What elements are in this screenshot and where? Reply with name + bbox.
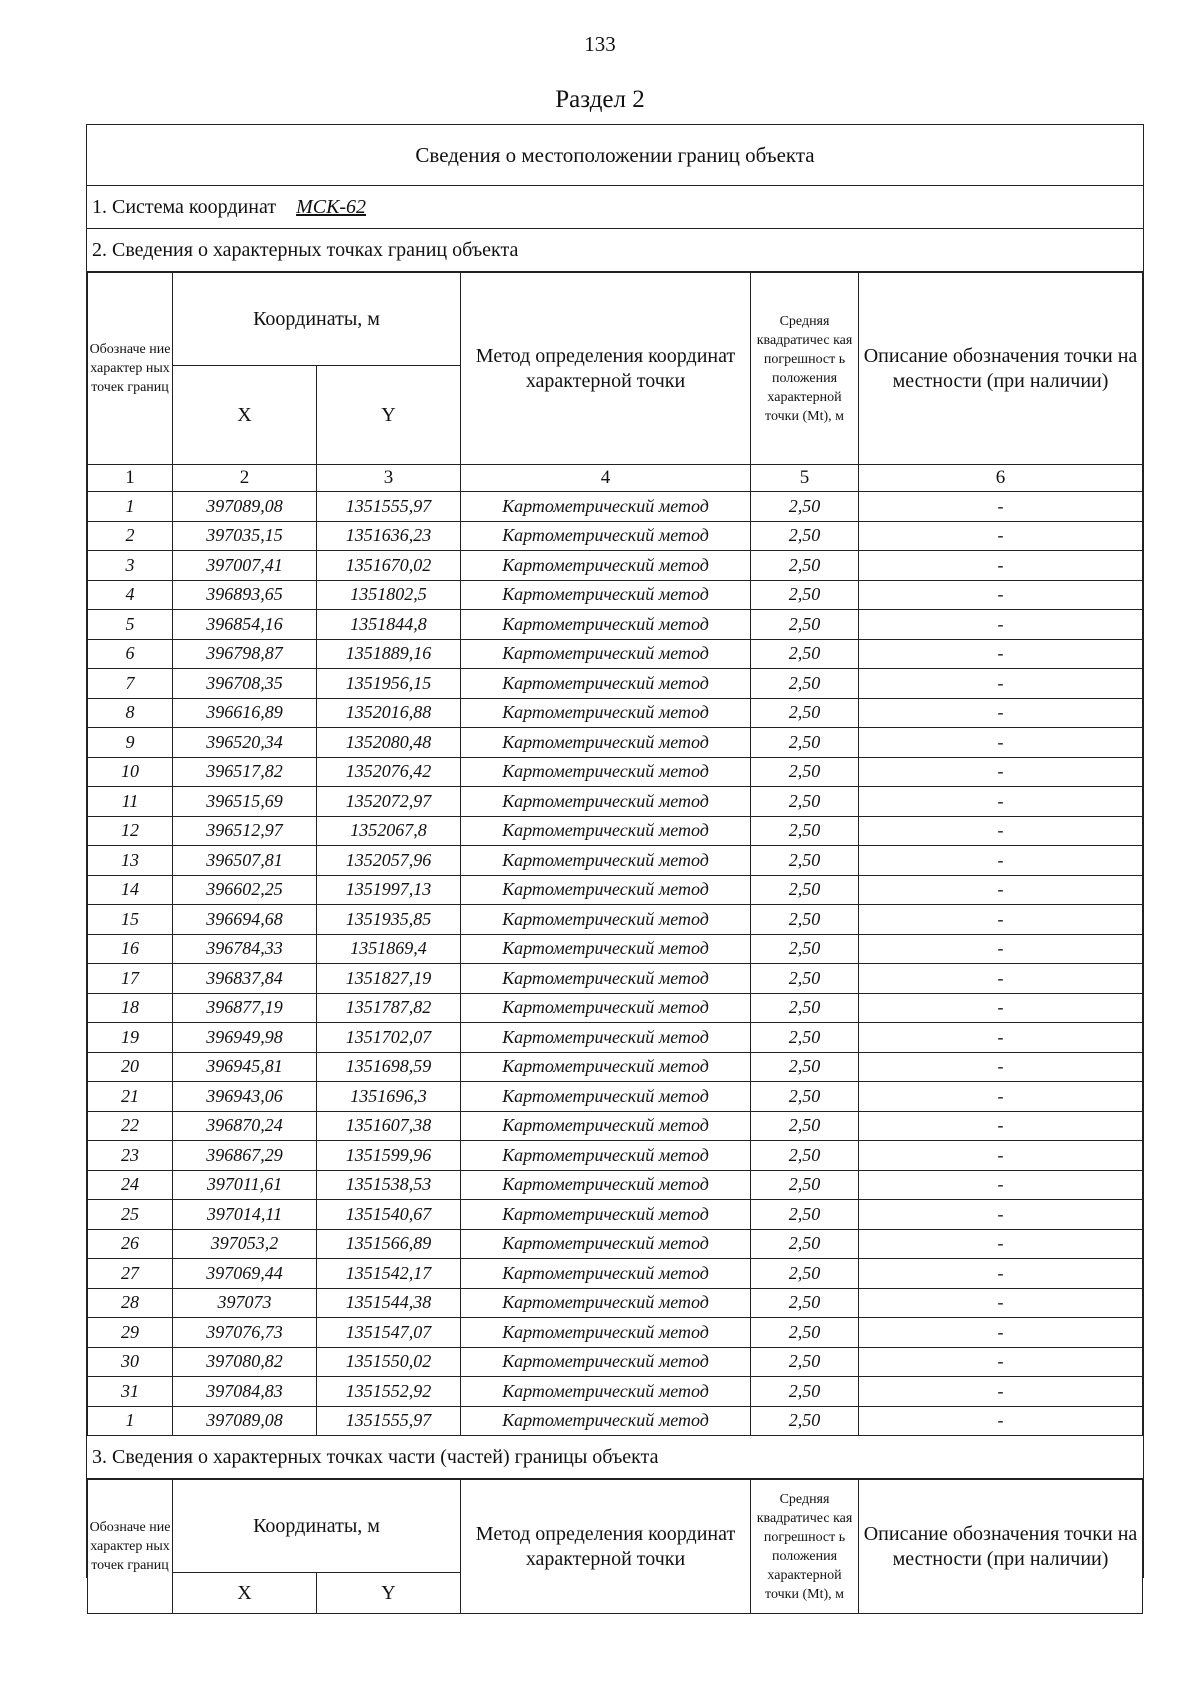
coordinate-y-cell: 1351869,4 [317,934,461,964]
coordinate-y-cell: 1351844,8 [317,610,461,640]
table-row [88,1111,1143,1141]
column-number: 2 [173,465,317,492]
table-row [88,1082,1143,1112]
accuracy-value-cell: 2,50 [751,816,859,846]
table-body [88,492,1143,1436]
coordinate-x-cell: 397076,73 [173,1318,317,1348]
point-number-cell: 30 [88,1347,173,1377]
method-cell: Картометрический метод [461,1111,751,1141]
point-number-cell: 2 [88,521,173,551]
method-cell: Картометрический метод [461,521,751,551]
method-cell: Картометрический метод [461,787,751,817]
coordinate-y-cell: 1351566,89 [317,1229,461,1259]
section-title: Раздел 2 [555,86,645,113]
table-row [88,816,1143,846]
accuracy-value-cell: 2,50 [751,1023,859,1053]
header-coordinates: Координаты, м [173,1480,461,1573]
method-cell: Картометрический метод [461,551,751,581]
method-cell: Картометрический метод [461,492,751,522]
method-cell: Картометрический метод [461,1377,751,1407]
table-row [88,1377,1143,1407]
description-cell: - [859,1288,1143,1318]
method-cell: Картометрический метод [461,1170,751,1200]
coordinate-x-cell: 397089,08 [173,1406,317,1436]
coordinate-y-cell: 1351599,96 [317,1141,461,1171]
description-cell: - [859,875,1143,905]
coordinate-y-cell: 1352080,48 [317,728,461,758]
description-cell: - [859,1377,1143,1407]
coordinate-x-cell: 396520,34 [173,728,317,758]
coordinate-y-cell: 1351555,97 [317,1406,461,1436]
table-row [88,1052,1143,1082]
method-cell: Картометрический метод [461,698,751,728]
accuracy-value-cell: 2,50 [751,1406,859,1436]
accuracy-value-cell: 2,50 [751,1288,859,1318]
point-number-cell: 23 [88,1141,173,1171]
description-cell: - [859,1200,1143,1230]
point-number-cell: 9 [88,728,173,758]
coordinate-x-cell: 396945,81 [173,1052,317,1082]
coordinate-x-cell: 397007,41 [173,551,317,581]
description-cell: - [859,1082,1143,1112]
method-cell: Картометрический метод [461,639,751,669]
table-row [88,1318,1143,1348]
accuracy-value-cell: 2,50 [751,846,859,876]
coordinate-x-cell: 396507,81 [173,846,317,876]
point-number-cell: 28 [88,1288,173,1318]
point-number-cell: 8 [88,698,173,728]
description-cell: - [859,1170,1143,1200]
method-cell: Картометрический метод [461,1082,751,1112]
coordinate-x-cell: 396694,68 [173,905,317,935]
table-row [88,787,1143,817]
table-row [88,934,1143,964]
coordinate-y-cell: 1351698,59 [317,1052,461,1082]
method-cell: Картометрический метод [461,875,751,905]
coordinate-y-cell: 1351636,23 [317,521,461,551]
description-cell: - [859,934,1143,964]
method-cell: Картометрический метод [461,669,751,699]
table-row [88,905,1143,935]
table-row [88,728,1143,758]
coordinate-y-cell: 1351547,07 [317,1318,461,1348]
description-cell: - [859,1111,1143,1141]
accuracy-value-cell: 2,50 [751,1200,859,1230]
table-row [88,580,1143,610]
table-row [88,1259,1143,1289]
coordinate-y-cell: 1351670,02 [317,551,461,581]
coordinate-x-cell: 397035,15 [173,521,317,551]
accuracy-value-cell: 2,50 [751,492,859,522]
accuracy-value-cell: 2,50 [751,1377,859,1407]
accuracy-value-cell: 2,50 [751,934,859,964]
description-cell: - [859,757,1143,787]
accuracy-value-cell: 2,50 [751,728,859,758]
coordinate-x-cell: 396784,33 [173,934,317,964]
method-cell: Картометрический метод [461,964,751,994]
coordinate-x-cell: 396512,97 [173,816,317,846]
method-cell: Картометрический метод [461,993,751,1023]
point-number-cell: 12 [88,816,173,846]
coordinate-x-cell: 396515,69 [173,787,317,817]
coordinate-y-cell: 1351540,67 [317,1200,461,1230]
table-row [88,492,1143,522]
coordinate-x-cell: 396867,29 [173,1141,317,1171]
point-number-cell: 31 [88,1377,173,1407]
method-cell: Картометрический метод [461,757,751,787]
column-number: 4 [461,465,751,492]
description-cell: - [859,580,1143,610]
page-number: 133 [584,32,616,56]
point-number-cell: 25 [88,1200,173,1230]
point-number-cell: 24 [88,1170,173,1200]
accuracy-value-cell: 2,50 [751,698,859,728]
coordinate-system-row [87,186,1143,229]
coordinate-y-cell: 1351787,82 [317,993,461,1023]
coordinate-x-cell: 396854,16 [173,610,317,640]
description-cell: - [859,610,1143,640]
coordinate-x-cell: 397080,82 [173,1347,317,1377]
point-number-cell: 1 [88,1406,173,1436]
accuracy-value-cell: 2,50 [751,905,859,935]
accuracy-value-cell: 2,50 [751,1082,859,1112]
accuracy-value-cell: 2,50 [751,875,859,905]
method-cell: Картометрический метод [461,1406,751,1436]
point-number-cell: 14 [88,875,173,905]
table-row [88,1141,1143,1171]
point-number-cell: 3 [88,551,173,581]
description-cell: - [859,698,1143,728]
point-number-cell: 1 [88,492,173,522]
method-cell: Картометрический метод [461,816,751,846]
point-number-cell: 18 [88,993,173,1023]
table-row [88,1170,1143,1200]
method-cell: Картометрический метод [461,1288,751,1318]
table-row [88,757,1143,787]
coordinate-y-cell: 1351550,02 [317,1347,461,1377]
header-x: X [173,366,317,465]
accuracy-value-cell: 2,50 [751,1259,859,1289]
description-cell: - [859,816,1143,846]
description-cell: - [859,905,1143,935]
part-points-table [87,1479,1143,1614]
point-number-cell: 4 [88,580,173,610]
coordinate-x-cell: 396798,87 [173,639,317,669]
description-cell: - [859,1141,1143,1171]
header-y: Y [317,1573,461,1614]
header-y: Y [317,366,461,465]
coordinate-x-cell: 396877,19 [173,993,317,1023]
accuracy-value-cell: 2,50 [751,993,859,1023]
coordinate-x-cell: 396949,98 [173,1023,317,1053]
table-row [88,551,1143,581]
coordinate-x-cell: 396893,65 [173,580,317,610]
table-row [88,964,1143,994]
coordinate-y-cell: 1352057,96 [317,846,461,876]
description-cell: - [859,492,1143,522]
coordinate-y-cell: 1351555,97 [317,492,461,522]
coordinate-y-cell: 1351956,15 [317,669,461,699]
header-accuracy: Средняя квадратичес кая погрешност ь положения характерной точки (Mt), м [751,1480,859,1614]
table-row [88,846,1143,876]
header-point-id: Обозначе ние характер ных точек границ [88,273,173,465]
coordinate-x-cell: 396708,35 [173,669,317,699]
point-number-cell: 19 [88,1023,173,1053]
header-coordinates: Координаты, м [173,273,461,366]
coordinate-y-cell: 1351827,19 [317,964,461,994]
description-cell: - [859,669,1143,699]
header-description: Описание обозначения точки на местности (при наличии) [859,1480,1143,1614]
coordinate-y-cell: 1352072,97 [317,787,461,817]
table-row [88,669,1143,699]
coordinate-x-cell: 397084,83 [173,1377,317,1407]
table-row [88,521,1143,551]
point-number-cell: 16 [88,934,173,964]
coordinate-y-cell: 1351889,16 [317,639,461,669]
coordinate-system-value: МСК-62 [296,195,367,218]
coordinate-x-cell: 396602,25 [173,875,317,905]
description-cell: - [859,521,1143,551]
method-cell: Картометрический метод [461,1141,751,1171]
coordinate-x-cell: 396943,06 [173,1082,317,1112]
point-number-cell: 17 [88,964,173,994]
table-row [88,1229,1143,1259]
accuracy-value-cell: 2,50 [751,757,859,787]
point-number-cell: 11 [88,787,173,817]
accuracy-value-cell: 2,50 [751,964,859,994]
coordinate-y-cell: 1351997,13 [317,875,461,905]
coordinate-x-cell: 396870,24 [173,1111,317,1141]
header-method: Метод определения координат характерной точки [461,1480,751,1614]
accuracy-value-cell: 2,50 [751,580,859,610]
column-number: 3 [317,465,461,492]
table-row [88,639,1143,669]
coordinate-x-cell: 396837,84 [173,964,317,994]
description-cell: - [859,639,1143,669]
method-cell: Картометрический метод [461,1347,751,1377]
method-cell: Картометрический метод [461,846,751,876]
accuracy-value-cell: 2,50 [751,1111,859,1141]
coordinate-y-cell: 1351538,53 [317,1170,461,1200]
accuracy-value-cell: 2,50 [751,1141,859,1171]
point-number-cell: 20 [88,1052,173,1082]
description-cell: - [859,1347,1143,1377]
coordinate-x-cell: 396616,89 [173,698,317,728]
coordinate-x-cell: 397053,2 [173,1229,317,1259]
table-row [88,1347,1143,1377]
header-description: Описание обозначения точки на местности (при наличии) [859,273,1143,465]
coordinate-system-label: 1. Система координат [92,195,277,218]
table-row [88,1288,1143,1318]
table-row [88,993,1143,1023]
method-cell: Картометрический метод [461,728,751,758]
accuracy-value-cell: 2,50 [751,551,859,581]
coordinate-x-cell: 397011,61 [173,1170,317,1200]
description-cell: - [859,1406,1143,1436]
description-cell: - [859,787,1143,817]
method-cell: Картометрический метод [461,610,751,640]
coordinate-y-cell: 1351552,92 [317,1377,461,1407]
accuracy-value-cell: 2,50 [751,639,859,669]
coordinate-y-cell: 1351607,38 [317,1111,461,1141]
point-number-cell: 7 [88,669,173,699]
method-cell: Картометрический метод [461,905,751,935]
description-cell: - [859,551,1143,581]
header-method: Метод определения координат характерной точки [461,273,751,465]
subsection3-title: 3. Сведения о характерных точках части (частей) границы объекта [87,1436,1143,1479]
point-number-cell: 26 [88,1229,173,1259]
description-cell: - [859,846,1143,876]
column-number: 1 [88,465,173,492]
point-number-cell: 10 [88,757,173,787]
description-cell: - [859,1229,1143,1259]
column-number: 6 [859,465,1143,492]
method-cell: Картометрический метод [461,1023,751,1053]
coordinate-y-cell: 1351696,3 [317,1082,461,1112]
coordinate-x-cell: 396517,82 [173,757,317,787]
coordinate-y-cell: 1351702,07 [317,1023,461,1053]
coordinate-x-cell: 397069,44 [173,1259,317,1289]
header-point-id: Обозначе ние характер ных точек границ [88,1480,173,1614]
point-number-cell: 15 [88,905,173,935]
accuracy-value-cell: 2,50 [751,1229,859,1259]
description-cell: - [859,728,1143,758]
point-number-cell: 6 [88,639,173,669]
method-cell: Картометрический метод [461,1052,751,1082]
method-cell: Картометрический метод [461,1318,751,1348]
table-row [88,1200,1143,1230]
table-row [88,1023,1143,1053]
accuracy-value-cell: 2,50 [751,521,859,551]
point-number-cell: 5 [88,610,173,640]
subsection2-title: 2. Сведения о характерных точках границ объекта [87,229,1143,272]
coordinate-y-cell: 1352067,8 [317,816,461,846]
header-x: X [173,1573,317,1614]
table-row [88,1406,1143,1436]
table-row [88,698,1143,728]
description-cell: - [859,964,1143,994]
method-cell: Картометрический метод [461,580,751,610]
coordinate-y-cell: 1351935,85 [317,905,461,935]
accuracy-value-cell: 2,50 [751,1170,859,1200]
method-cell: Картометрический метод [461,934,751,964]
point-number-cell: 22 [88,1111,173,1141]
coordinate-x-cell: 397073 [173,1288,317,1318]
accuracy-value-cell: 2,50 [751,669,859,699]
header-accuracy: Средняя квадратичес кая погрешност ь положения характерной точки (Mt), м [751,273,859,465]
column-number: 5 [751,465,859,492]
boundary-info-form [86,124,1144,1604]
coordinate-y-cell: 1352016,88 [317,698,461,728]
description-cell: - [859,1023,1143,1053]
accuracy-value-cell: 2,50 [751,1347,859,1377]
accuracy-value-cell: 2,50 [751,610,859,640]
coordinate-x-cell: 397089,08 [173,492,317,522]
coordinate-y-cell: 1351542,17 [317,1259,461,1289]
coordinate-y-cell: 1351802,5 [317,580,461,610]
table-row [88,875,1143,905]
accuracy-value-cell: 2,50 [751,1052,859,1082]
method-cell: Картометрический метод [461,1229,751,1259]
accuracy-value-cell: 2,50 [751,1318,859,1348]
accuracy-value-cell: 2,50 [751,787,859,817]
description-cell: - [859,1318,1143,1348]
coordinate-x-cell: 397014,11 [173,1200,317,1230]
method-cell: Картометрический метод [461,1200,751,1230]
description-cell: - [859,1259,1143,1289]
method-cell: Картометрический метод [461,1259,751,1289]
coordinate-y-cell: 1351544,38 [317,1288,461,1318]
point-number-cell: 13 [88,846,173,876]
point-number-cell: 29 [88,1318,173,1348]
point-number-cell: 27 [88,1259,173,1289]
description-cell: - [859,1052,1143,1082]
point-number-cell: 21 [88,1082,173,1112]
description-cell: - [859,993,1143,1023]
table-row [88,610,1143,640]
form-title: Сведения о местоположении границ объекта [87,125,1143,186]
coordinate-y-cell: 1352076,42 [317,757,461,787]
boundary-points-table [87,272,1143,1436]
